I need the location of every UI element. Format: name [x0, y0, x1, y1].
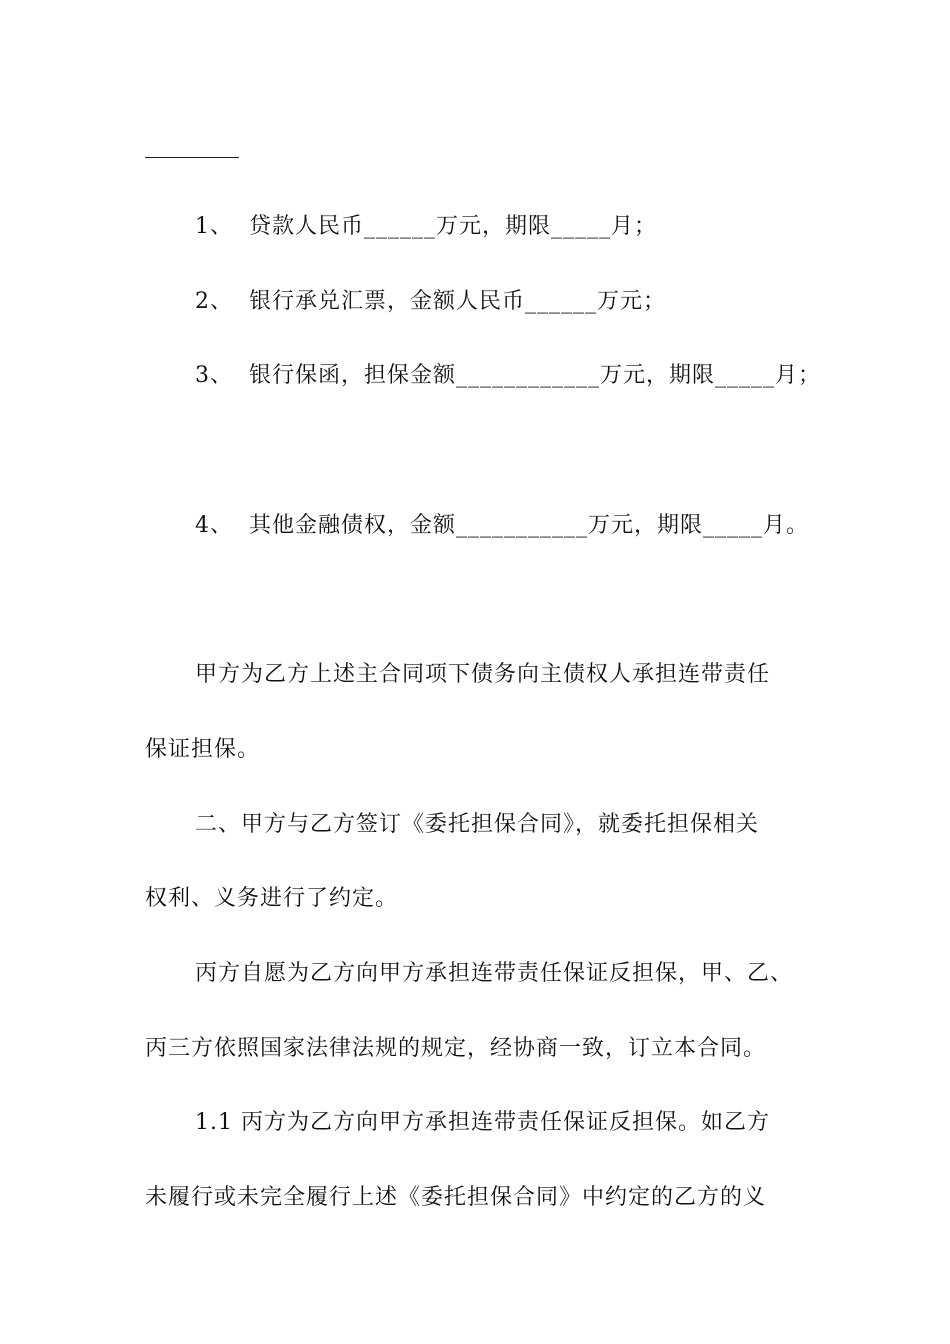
paragraph-line: 1.1 丙方为乙方向甲方承担连带责任保证反担保。如乙方: [195, 1110, 770, 1135]
blank-underline: [145, 157, 239, 158]
list-item-other: 4、 其他金融债权，金额___________万元，期限_____月。: [195, 513, 809, 538]
paragraph-line: 二、甲方与乙方签订《委托担保合同》，就委托担保相关: [195, 812, 760, 837]
list-item-guarantee: 3、 银行保函，担保金额____________万元，期限_____月；: [195, 363, 821, 388]
list-item-loan: 1、 贷款人民币______万元，期限_____月；: [195, 214, 657, 239]
list-item-acceptance: 2、 银行承兑汇票，金额人民币______万元；: [195, 289, 666, 314]
paragraph-line: 未履行或未完全履行上述《委托担保合同》中约定的乙方的义: [145, 1185, 767, 1210]
paragraph-line: 保证担保。: [145, 737, 261, 762]
paragraph-line: 丙三方依照国家法律法规的规定，经协商一致，订立本合同。: [145, 1036, 767, 1061]
paragraph-line: 权利、义务进行了约定。: [145, 886, 399, 911]
paragraph-line: 甲方为乙方上述主合同项下债务向主债权人承担连带责任: [195, 662, 771, 687]
paragraph-line: 丙方自愿为乙方向甲方承担连带责任保证反担保，甲、乙、: [195, 961, 794, 986]
